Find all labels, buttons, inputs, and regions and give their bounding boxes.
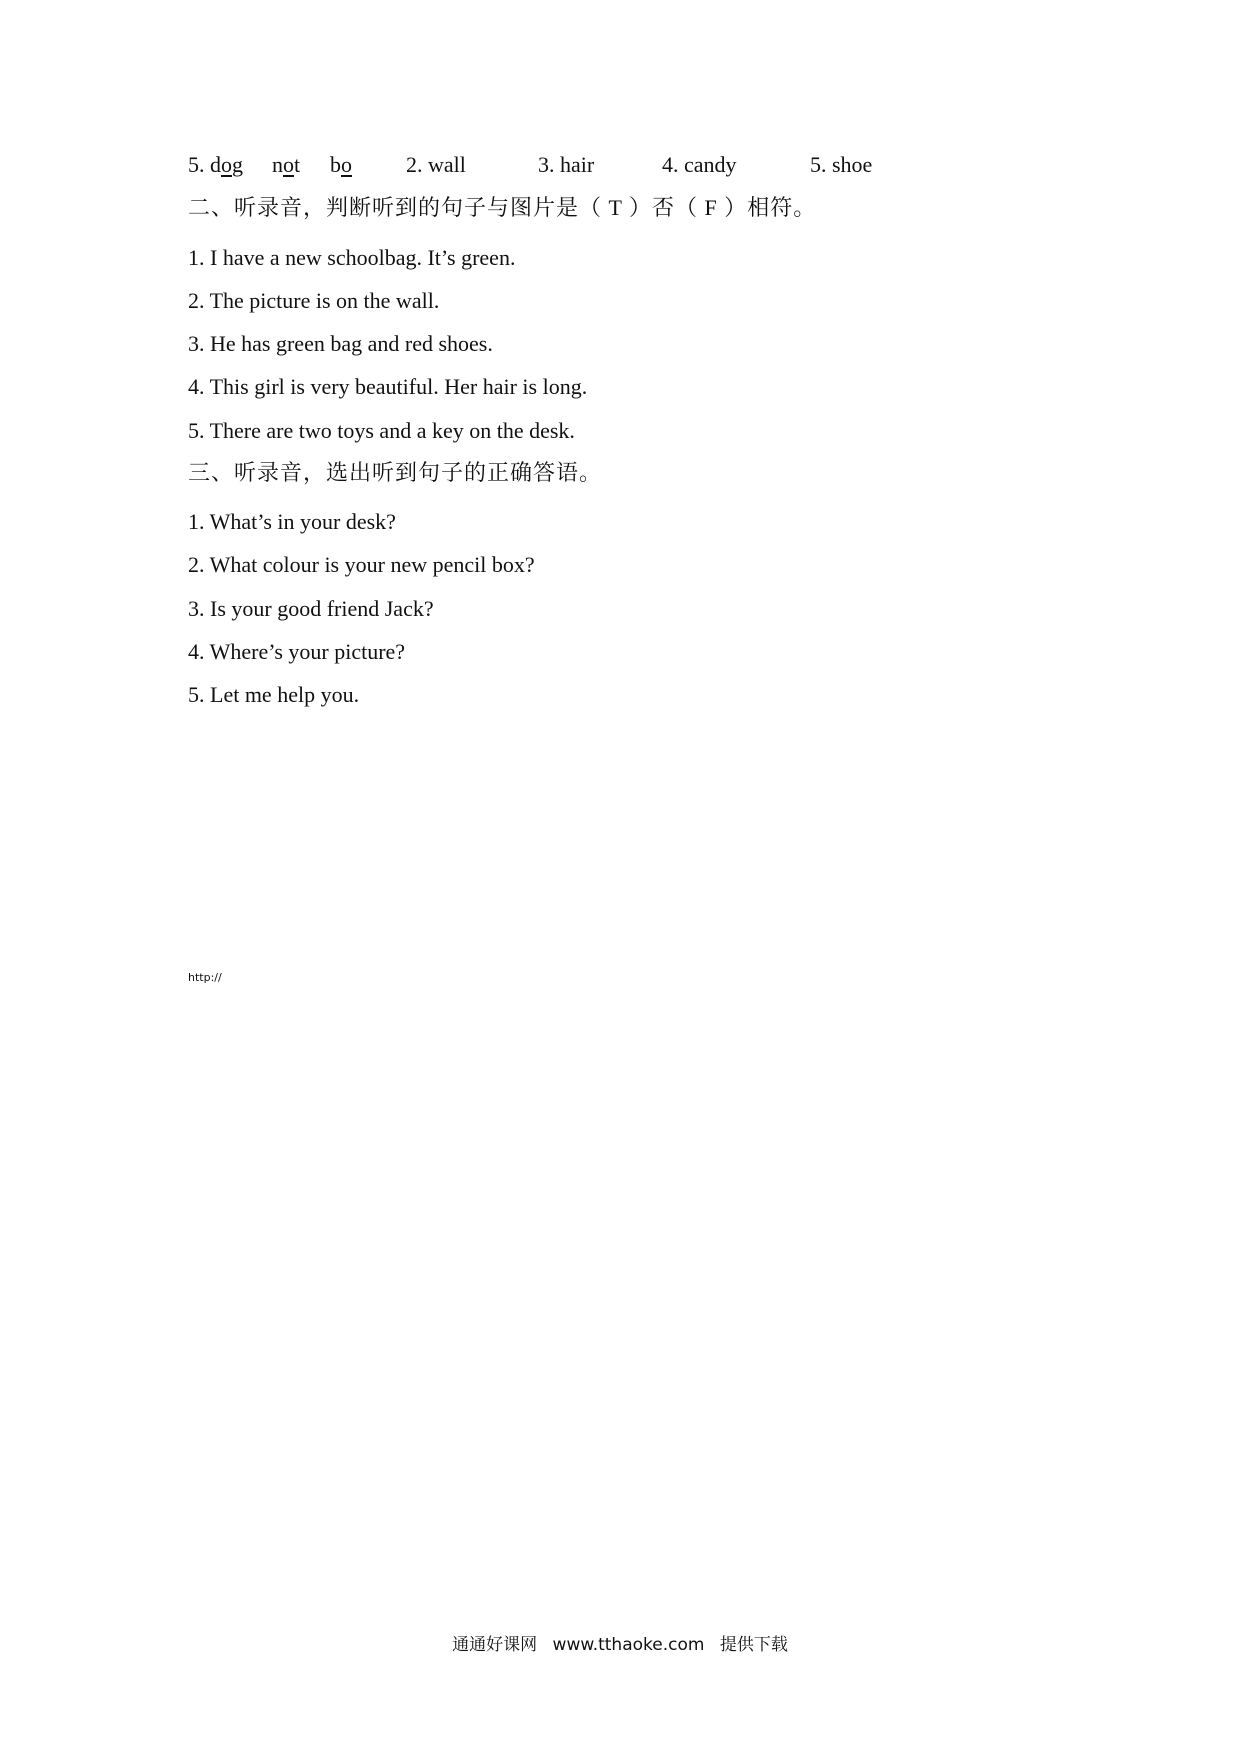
phonics-word-dog: 5. dog xyxy=(188,152,243,177)
underlined-vowel: o xyxy=(341,152,352,177)
section-2-heading: 二、听录音，判断听到的句子与图片是（ T ）否（ F ）相符。 xyxy=(188,195,817,220)
phonics-word-line xyxy=(188,150,872,180)
list-item: 5. Let me help you. xyxy=(188,682,360,707)
underlined-vowel: o xyxy=(221,152,232,177)
list-item: 4. Where’s your picture? xyxy=(188,639,406,664)
list-item: 5. There are two toys and a key on the desk. xyxy=(188,418,575,443)
phonics-word-not: not xyxy=(272,152,301,177)
footer-url: www.tthaoke.com xyxy=(552,1635,705,1655)
section-3-heading: 三、听录音，选出听到句子的正确答语。 xyxy=(188,460,603,485)
phonics-word: 4. candy xyxy=(662,152,737,177)
list-item: 2. The picture is on the wall. xyxy=(188,288,440,313)
list-item: 1. I have a new schoolbag. It’s green. xyxy=(188,245,516,270)
phonics-word-bo: bo xyxy=(330,152,352,177)
small-url-text: http:// xyxy=(188,971,222,984)
list-item: 4. This girl is very beautiful. Her hair is long. xyxy=(188,374,588,399)
list-item: 1. What’s in your desk? xyxy=(188,509,396,534)
footer-site-name: 通通好课网 xyxy=(452,1635,538,1655)
underlined-vowel: o xyxy=(283,152,294,177)
phonics-word: 5. shoe xyxy=(810,152,873,177)
phonics-word: 3. hair xyxy=(538,152,595,177)
list-item: 3. Is your good friend Jack? xyxy=(188,596,434,621)
footer-suffix: 提供下载 xyxy=(719,1635,788,1655)
page-footer xyxy=(0,1633,1240,1657)
list-item: 2. What colour is your new pencil box? xyxy=(188,552,535,577)
phonics-word: 2. wall xyxy=(406,152,466,177)
list-item: 3. He has green bag and red shoes. xyxy=(188,331,493,356)
